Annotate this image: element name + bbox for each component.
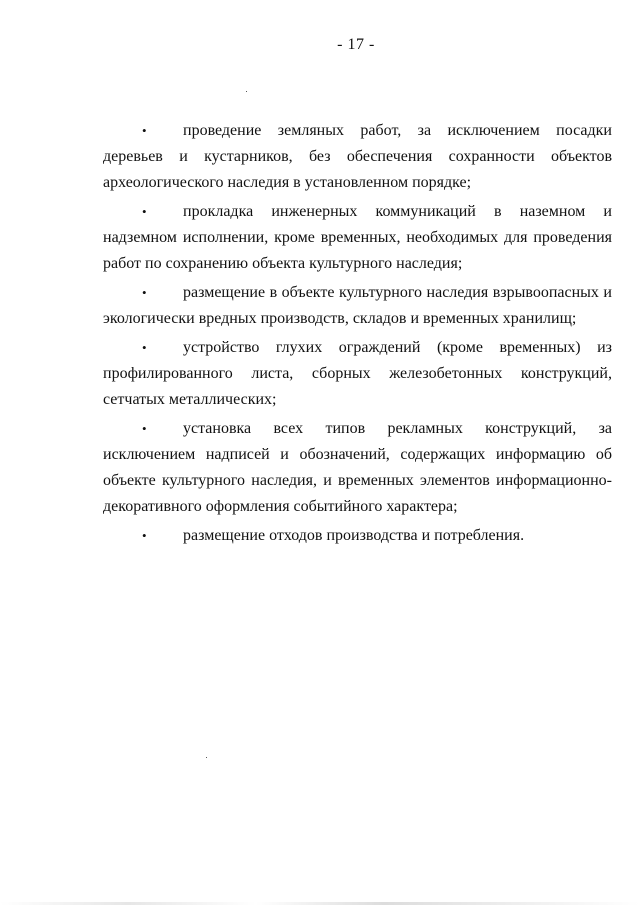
bullet-icon: • <box>142 204 147 219</box>
list-item <box>103 199 612 277</box>
list-item <box>103 335 612 413</box>
list-item-text: прокладка инженерных коммуникаций в наземном и надземном исполнении, кроме временных, необходимых для проведения работ по сохранению объекта культурного наследия; <box>103 203 612 272</box>
list-item <box>103 280 612 332</box>
list-item-text: установка всех типов рекламных конструкций, за исключением надписей и обозначений, содержащих информацию об объекте культурного наследия, и временных элементов информационно-декоративного оформления событийного характера; <box>103 420 612 515</box>
list-item <box>103 416 612 520</box>
bullet-icon: • <box>142 421 147 436</box>
restrictions-list <box>103 118 612 552</box>
page-number: - 17 - <box>337 36 375 53</box>
list-item-text: проведение земляных работ, за исключением посадки деревьев и кустарников, без обеспечения сохранности объектов археологического наследия в установленном порядке; <box>103 122 612 191</box>
bullet-icon: • <box>142 285 147 300</box>
bullet-icon: • <box>142 123 147 138</box>
bullet-icon: • <box>142 340 147 355</box>
scan-speck <box>246 91 247 92</box>
list-item <box>103 118 612 196</box>
bullet-icon: • <box>142 528 147 543</box>
scan-speck <box>206 757 207 758</box>
list-item-text: устройство глухих ограждений (кроме временных) из профилированного листа, сборных железобетонных конструкций, сетчатых металлических; <box>103 339 612 408</box>
list-item-text: размещение в объекте культурного наследия взрывоопасных и экологически вредных производств, складов и временных хранилищ; <box>103 284 612 327</box>
list-item-text: размещение отходов производства и потребления. <box>183 527 525 544</box>
list-item <box>103 523 612 549</box>
